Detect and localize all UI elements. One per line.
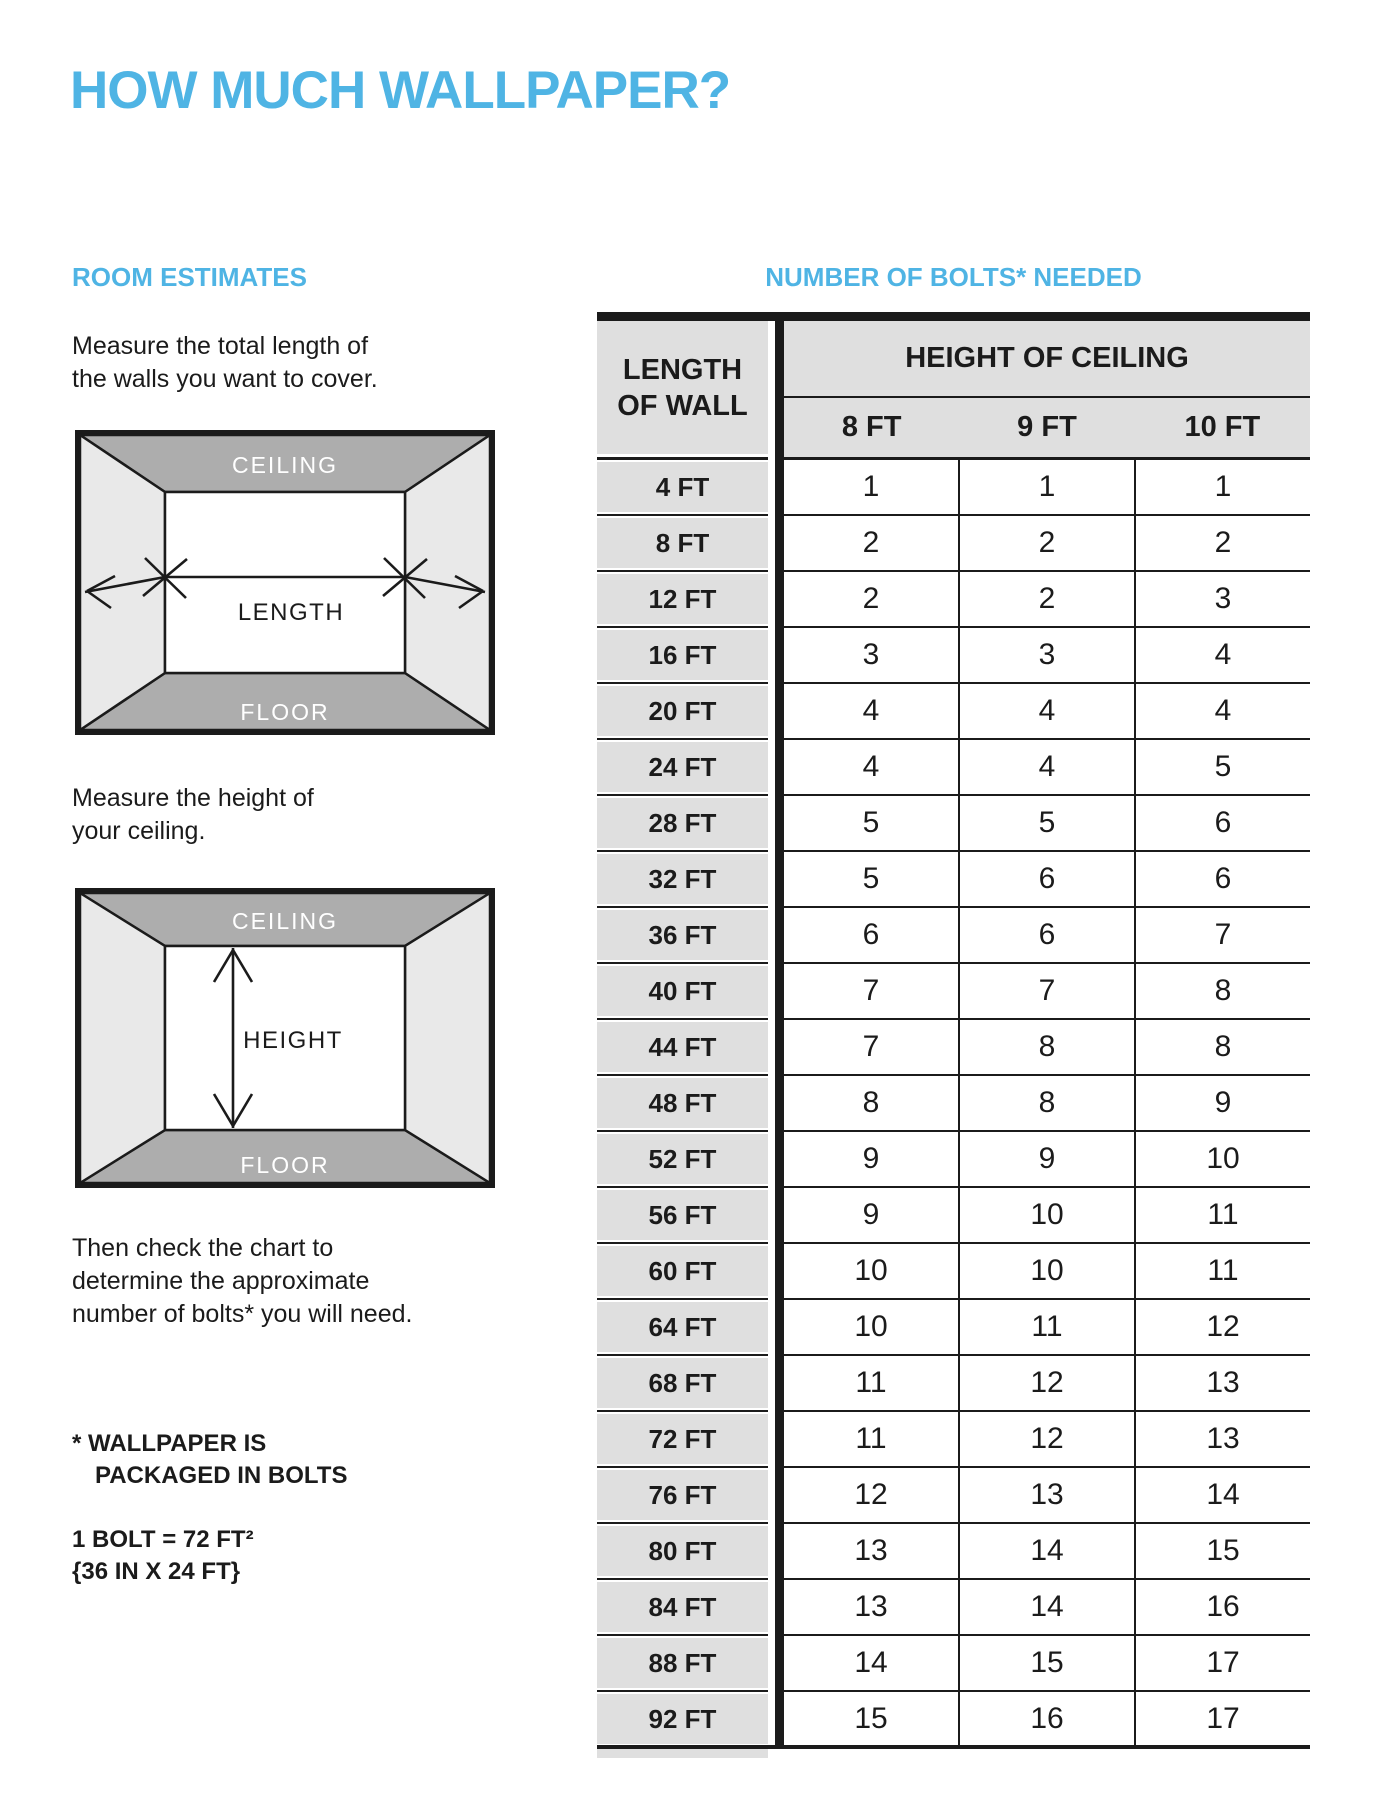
bolt-count-cell: 6 bbox=[1134, 852, 1310, 906]
bolt-count-cell: 13 bbox=[958, 1468, 1134, 1522]
bolt-count-cell: 11 bbox=[1134, 1188, 1310, 1242]
table-row bbox=[784, 628, 1310, 684]
bolt-count-cell: 16 bbox=[958, 1692, 1134, 1746]
floor-label: FLOOR bbox=[240, 1152, 330, 1178]
page-title: HOW MUCH WALLPAPER? bbox=[70, 61, 731, 120]
header-line: LENGTH bbox=[622, 353, 743, 386]
bolt-count-cell: 5 bbox=[958, 796, 1134, 850]
bolt-count-cell: 5 bbox=[1134, 740, 1310, 794]
bolt-count-cell: 6 bbox=[958, 852, 1134, 906]
bolt-count-cell: 10 bbox=[958, 1244, 1134, 1298]
body-text-line: Measure the height of bbox=[72, 784, 314, 812]
bolt-count-cell: 5 bbox=[862, 806, 880, 839]
ceiling-label: CEILING bbox=[231, 452, 339, 478]
bolt-count-cell: 7 bbox=[862, 1030, 880, 1063]
bolt-count-cell: 2 bbox=[958, 572, 1134, 626]
table-row bbox=[784, 908, 1310, 964]
table-row bbox=[784, 964, 1310, 1020]
bolt-count-cell: 7 bbox=[1134, 908, 1310, 962]
table-row bbox=[784, 1692, 1310, 1748]
bolt-count-cell: 1 bbox=[862, 470, 880, 503]
bolt-count-cell: 9 bbox=[958, 1132, 1134, 1186]
table-row bbox=[784, 1076, 1310, 1132]
length-label: LENGTH bbox=[237, 599, 345, 626]
bolt-count-cell: 13 bbox=[1134, 1412, 1310, 1466]
bolt-count-cell: 10 bbox=[854, 1254, 888, 1287]
table-row bbox=[784, 572, 1310, 628]
table-row bbox=[784, 1132, 1310, 1188]
col-header-9ft: 9 FT bbox=[1017, 411, 1077, 443]
bolt-dimensions: {36 IN X 24 FT} bbox=[72, 1558, 241, 1585]
table-row bbox=[784, 1636, 1310, 1692]
bolt-count-cell: 12 bbox=[958, 1356, 1134, 1410]
bolt-count-cell: 5 bbox=[862, 862, 880, 895]
room-height-diagram bbox=[75, 888, 495, 1188]
row-label-44-ft: 44 FT bbox=[597, 1020, 768, 1076]
length-of-wall-header bbox=[597, 321, 768, 460]
table-row bbox=[784, 852, 1310, 908]
row-label-52-ft: 52 FT bbox=[597, 1132, 768, 1188]
bolt-count-cell: 7 bbox=[958, 964, 1134, 1018]
bolt-count-cell: 17 bbox=[1134, 1692, 1310, 1746]
row-label-36-ft: 36 FT bbox=[597, 908, 768, 964]
table-data-rows bbox=[784, 460, 1310, 1748]
row-label-56-ft: 56 FT bbox=[597, 1188, 768, 1244]
bolt-count-cell: 11 bbox=[855, 1422, 887, 1455]
bolt-count-cell: 1 bbox=[958, 460, 1134, 514]
bolt-count-cell: 10 bbox=[958, 1188, 1134, 1242]
table-row-labels bbox=[597, 460, 768, 1748]
row-label-12-ft: 12 FT bbox=[597, 572, 768, 628]
table-row bbox=[784, 1580, 1310, 1636]
table-row bbox=[784, 1468, 1310, 1524]
row-label-20-ft: 20 FT bbox=[597, 684, 768, 740]
bolt-count-cell: 14 bbox=[1134, 1468, 1310, 1522]
bolt-count-cell: 12 bbox=[1134, 1300, 1310, 1354]
bolt-count-cell: 17 bbox=[1134, 1636, 1310, 1690]
table-vertical-divider bbox=[775, 312, 784, 1749]
bolt-count-cell: 11 bbox=[855, 1366, 887, 1399]
bolt-count-cell: 13 bbox=[854, 1534, 888, 1567]
row-label-68-ft: 68 FT bbox=[597, 1356, 768, 1412]
row-label-8-ft: 8 FT bbox=[597, 516, 768, 572]
col-header-8ft: 8 FT bbox=[841, 411, 902, 443]
step1-paragraph bbox=[72, 330, 378, 396]
footnote-line: PACKAGED IN BOLTS bbox=[95, 1462, 348, 1489]
bolt-count-cell: 2 bbox=[862, 582, 880, 615]
bolt-count-cell: 12 bbox=[958, 1412, 1134, 1466]
step2-paragraph bbox=[72, 782, 314, 848]
bolt-count-cell: 9 bbox=[862, 1198, 880, 1231]
row-label-60-ft: 60 FT bbox=[597, 1244, 768, 1300]
bolt-count-cell: 9 bbox=[862, 1142, 880, 1175]
table-top-border bbox=[597, 312, 1310, 321]
room-estimates-heading: ROOM ESTIMATES bbox=[72, 262, 307, 292]
bolt-count-cell: 9 bbox=[1134, 1076, 1310, 1130]
row-label-72-ft: 72 FT bbox=[597, 1412, 768, 1468]
table-row bbox=[784, 684, 1310, 740]
bolt-count-cell: 4 bbox=[958, 740, 1134, 794]
bolt-count-cell: 4 bbox=[1134, 684, 1310, 738]
bolt-count-cell: 14 bbox=[958, 1580, 1134, 1634]
table-row bbox=[784, 1300, 1310, 1356]
bolt-count-cell: 8 bbox=[862, 1086, 880, 1119]
footnote-line: * WALLPAPER IS bbox=[72, 1430, 267, 1457]
bolt-count-cell: 15 bbox=[854, 1702, 888, 1735]
bolt-count-cell: 2 bbox=[958, 516, 1134, 570]
table-row bbox=[784, 460, 1310, 516]
height-label: HEIGHT bbox=[243, 1027, 343, 1054]
body-text-line: your ceiling. bbox=[72, 817, 206, 845]
bolt-count-cell: 14 bbox=[958, 1524, 1134, 1578]
row-label-40-ft: 40 FT bbox=[597, 964, 768, 1020]
table-row bbox=[784, 1524, 1310, 1580]
table-row bbox=[784, 1244, 1310, 1300]
row-label-48-ft: 48 FT bbox=[597, 1076, 768, 1132]
label-column-stub bbox=[597, 1749, 768, 1758]
bolt-count-cell: 6 bbox=[862, 918, 880, 951]
height-of-ceiling-header: HEIGHT OF CEILING bbox=[784, 321, 1310, 398]
bolt-count-cell: 8 bbox=[1134, 1020, 1310, 1074]
table-row bbox=[784, 796, 1310, 852]
back-wall-plane bbox=[165, 492, 405, 673]
body-text-line: determine the approximate bbox=[72, 1267, 370, 1295]
bolt-count-cell: 3 bbox=[1134, 572, 1310, 626]
row-label-92-ft: 92 FT bbox=[597, 1692, 768, 1748]
bolt-count-cell: 7 bbox=[862, 974, 880, 1007]
bolt-count-cell: 6 bbox=[958, 908, 1134, 962]
floor-label: FLOOR bbox=[240, 699, 330, 725]
bolt-count-cell: 12 bbox=[854, 1478, 888, 1511]
table-row bbox=[784, 1020, 1310, 1076]
bolt-count-cell: 10 bbox=[854, 1310, 888, 1343]
bolt-count-cell: 8 bbox=[958, 1020, 1134, 1074]
row-label-80-ft: 80 FT bbox=[597, 1524, 768, 1580]
bolt-count-cell: 15 bbox=[1134, 1524, 1310, 1578]
bolt-count-cell: 8 bbox=[958, 1076, 1134, 1130]
table-row bbox=[784, 516, 1310, 572]
bolt-count-cell: 4 bbox=[958, 684, 1134, 738]
header-line: OF WALL bbox=[617, 389, 748, 422]
bolt-count-cell: 4 bbox=[862, 694, 880, 727]
ceiling-height-subheaders bbox=[784, 398, 1310, 460]
bolt-count-cell: 4 bbox=[862, 750, 880, 783]
bolt-count-cell: 15 bbox=[958, 1636, 1134, 1690]
table-row bbox=[784, 1356, 1310, 1412]
row-label-32-ft: 32 FT bbox=[597, 852, 768, 908]
bolt-count-cell: 11 bbox=[1134, 1244, 1310, 1298]
row-label-88-ft: 88 FT bbox=[597, 1636, 768, 1692]
bolt-count-cell: 16 bbox=[1134, 1580, 1310, 1634]
bolt-count-cell: 14 bbox=[854, 1646, 888, 1679]
bolts-needed-heading: NUMBER OF BOLTS* NEEDED bbox=[765, 262, 1142, 292]
bolt-count-cell: 11 bbox=[958, 1300, 1134, 1354]
ceiling-label: CEILING bbox=[231, 908, 339, 934]
bolt-count-cell: 4 bbox=[1134, 628, 1310, 682]
bolt-count-cell: 1 bbox=[1134, 460, 1310, 514]
bolt-count-cell: 13 bbox=[854, 1590, 888, 1623]
room-length-diagram bbox=[75, 430, 495, 735]
bolt-count-cell: 8 bbox=[1134, 964, 1310, 1018]
row-label-64-ft: 64 FT bbox=[597, 1300, 768, 1356]
table-row bbox=[784, 740, 1310, 796]
bolt-count-cell: 6 bbox=[1134, 796, 1310, 850]
body-text-line: the walls you want to cover. bbox=[72, 365, 378, 393]
bolt-count-cell: 10 bbox=[1134, 1132, 1310, 1186]
bolt-count-cell: 3 bbox=[958, 628, 1134, 682]
step3-paragraph bbox=[72, 1232, 412, 1331]
row-label-28-ft: 28 FT bbox=[597, 796, 768, 852]
table-row bbox=[784, 1188, 1310, 1244]
bolt-size-info bbox=[72, 1524, 254, 1588]
body-text-line: Measure the total length of bbox=[72, 332, 369, 360]
bolts-table bbox=[597, 312, 1310, 1760]
row-label-4-ft: 4 FT bbox=[597, 460, 768, 516]
bolt-count-cell: 2 bbox=[1134, 516, 1310, 570]
bolt-count-cell: 3 bbox=[862, 638, 880, 671]
body-text-line: number of bolts* you will need. bbox=[72, 1300, 413, 1328]
wallpaper-bolts-footnote bbox=[72, 1428, 347, 1492]
row-label-24-ft: 24 FT bbox=[597, 740, 768, 796]
row-label-84-ft: 84 FT bbox=[597, 1580, 768, 1636]
bolt-count-cell: 2 bbox=[862, 526, 880, 559]
table-column-headers bbox=[784, 321, 1310, 460]
body-text-line: Then check the chart to bbox=[72, 1234, 334, 1262]
row-label-76-ft: 76 FT bbox=[597, 1468, 768, 1524]
row-label-16-ft: 16 FT bbox=[597, 628, 768, 684]
bolt-count-cell: 13 bbox=[1134, 1356, 1310, 1410]
bolt-equation: 1 BOLT = 72 FT² bbox=[72, 1526, 254, 1553]
table-row bbox=[784, 1412, 1310, 1468]
col-header-10ft: 10 FT bbox=[1184, 411, 1261, 443]
